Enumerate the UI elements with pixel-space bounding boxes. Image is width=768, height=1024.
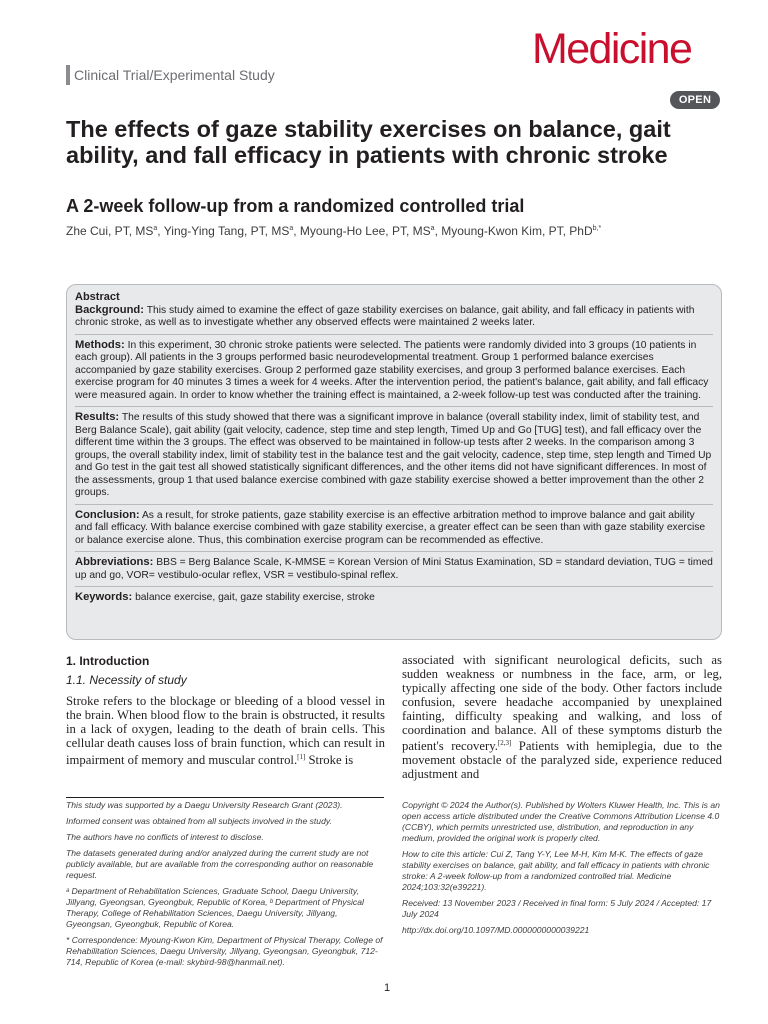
section-text: This study aimed to examine the effect of gaze stability exercises on balance, gait ability, and fall efficacy in patients with chronic stroke, as well as to investigate whether any observed effects were maintained 2 weeks later. [75, 304, 695, 328]
abstract-abbreviations [75, 556, 713, 587]
author: Myoung-Kwon Kim, PT, PhD$^{b,*}$ [441, 224, 602, 238]
section-label: Methods: [75, 338, 125, 351]
footnotes-right [402, 800, 722, 941]
body-column-left [66, 654, 385, 768]
section-label: Abbreviations: [75, 556, 154, 568]
section-label: Conclusion: [75, 508, 140, 521]
citation-ref: [1] [297, 752, 306, 761]
footnote-dates: Received: 13 November 2023 / Received in final form: 5 July 2024 / Accepted: 17 July 2024 [402, 898, 712, 919]
article-subtitle: A 2-week follow-up from a randomized controlled trial [66, 196, 525, 216]
section-text: balance exercise, gait, gaze stability exercise, stroke [135, 592, 375, 603]
section-text: The results of this study showed that there was a significant improve in balance (overall stability index, limit of stability test, and Berg Balance Scale), gait ability (gait velocity, cadence, step time and step length, Timed Up and Go [TUG] test), and fall efficacy over the different time within the 3 groups. The effect was observed to be maintained in follow-up tests after 2 weeks. In the comparison among 3 groups, the overall stability index, limit of stability test in the balance test and the gait velocity, cadence, step time, step length and Timed Up and Go test in the gait test all showed statistically significant differences, and the other items did not have significant differences. In most of the assessments, group 1 that used balance exercise combined with gaze stability exercise showed a better improvement than the other 2 groups. [75, 412, 712, 498]
abstract-results [75, 411, 713, 505]
section-label: Results: [75, 411, 120, 423]
journal-logo: Medicine [532, 25, 692, 73]
author-affiliation: a [153, 225, 158, 232]
section-label: Background: [75, 303, 144, 316]
author-affiliation: b,* [592, 225, 602, 232]
body-paragraph: Stroke refers to the blockage or bleeding of a blood vessel in the brain. When blood flow to the brain is obstructed, it results in a lack of oxygen, leading to the death of brain cells. This cellular death causes loss of brain function, which can result in impairment of memory and muscular control.[1] Stroke is [66, 694, 385, 767]
abstract-heading: Abstract [75, 291, 120, 303]
abstract-conclusion [75, 509, 713, 553]
abstract-box [66, 284, 722, 640]
article-title: The effects of gaze stability exercises on balance, gait ability, and fall efficacy in patients with chronic stroke [66, 116, 671, 168]
footnote-funding: This study was supported by a Daegu University Research Grant (2023). [66, 800, 343, 810]
footnote-affiliations: ᵃ Department of Rehabilitation Sciences, Graduate School, Daegu University, Jillyang, Gyeongsan, Gyeongbuk, Republic of Korea, ᵇ Department of Physical Therapy, College of Rehabilitation Sciences, Daegu University, Jillyang, Gyeongsan, Gyeongbuk, Republic of Korea. [66, 886, 364, 929]
subsection-heading: 1.1. Necessity of study [66, 673, 187, 687]
article-type-label: Clinical Trial/Experimental Study [74, 67, 275, 83]
author: Zhe Cui, PT, $MS^a$, [66, 224, 164, 238]
body-column-right [402, 654, 722, 782]
abstract-background [75, 304, 713, 335]
body-paragraph: associated with significant neurological deficits, such as sudden weakness or numbness in the face, arm, or leg, typically affecting one side of the body. Other factors include confusion, severe headache accompanied by unexplained fainting, difficulty speaking and walking, and loss of coordination and balance. All of these symptoms disturb the patient's recovery.[2,3] Patients with hemiplegia, due to the movement obstacle of the paralyzed side, experience reduced adjustment and [402, 653, 722, 782]
footnote-correspondence: * Correspondence: Myoung-Kwon Kim, Department of Physical Therapy, College of Rehabilitation Sciences, Daegu University, Jillyang, Gyeongsan, Gyeongbuk, 712-714, Republic of Korea (e-mail: skybird-98@hanmail.net). [66, 935, 383, 967]
footnote-divider [66, 797, 384, 798]
author-affiliation: a [430, 225, 435, 232]
open-access-badge: OPEN [670, 91, 720, 109]
section-heading: 1. Introduction [66, 654, 150, 668]
page-number: 1 [384, 982, 391, 994]
doi-link[interactable]: http://dx.doi.org/10.1097/MD.0000000000039221 [402, 925, 590, 935]
abstract-methods [75, 339, 713, 408]
article-type-bar [66, 65, 70, 85]
author: Myoung-Ho Lee, PT, $MS^a$, [299, 224, 442, 238]
abstract-keywords [75, 591, 713, 609]
section-label: Keywords: [75, 591, 133, 603]
section-text: As a result, for stroke patients, gaze stability exercise is an effective arbitration method to improve balance and gait ability and fall efficacy. With balance exercise combined with gaze stability exercise, a greater effect can be seen than with gaze stability exercise or balance exercise alone. Thus, this combination exercise program can be recommended as effective. [75, 509, 706, 546]
footnote-conflicts: The authors have no conflicts of interest to disclose. [66, 832, 264, 842]
author: Ying-Ying Tang, PT, $MS^a$, [163, 224, 300, 238]
section-text: BBS = Berg Balance Scale, K-MMSE = Korean Version of Mini Status Examination, SD = standard deviation, TUG = timed up and go, VOR= vestibulo-ocular reflex, VSR = vestibulo-spinal reflex. [75, 557, 713, 581]
footnote-data-availability: The datasets generated during and/or analyzed during the current study are not publicly available, but are available from the corresponding author on reasonable request. [66, 848, 374, 880]
footnote-consent: Informed consent was obtained from all subjects involved in the study. [66, 816, 332, 826]
footnote-citation: How to cite this article: Cui Z, Tang Y-Y, Lee M-H, Kim M-K. The effects of gaze stability exercises on balance, gait ability, and fall efficacy in patients with chronic stroke: A 2-week follow-up from a randomized controlled trial. Medicine 2024;103:32(e39221). [402, 849, 710, 892]
footnotes-left [66, 800, 384, 973]
footnote-copyright: Copyright © 2024 the Author(s). Published by Wolters Kluwer Health, Inc. This is an open access article distributed under the Creative Commons Attribution License 4.0 (CCBY), which permits unrestricted use, distribution, and reproduction in any medium, provided the original work is properly cited. [402, 800, 720, 843]
citation-ref: [2,3] [497, 739, 512, 748]
author-list [66, 224, 726, 238]
author-affiliation: a [289, 225, 294, 232]
article-type-tag [66, 64, 275, 86]
section-text: In this experiment, 30 chronic stroke patients were selected. The patients were randomly divided into 3 groups (10 patients in each group). All patients in the 3 groups performed basic neurodevelopmental treatment. Group 1 performed balance exercises accompanied by gaze stability exercises. Group 2 performed gaze stability exercises, and group 3 performed balance exercises. Each exercise program for 40 minutes 3 times a week for 4 weeks. After the intervention period, the patient's balance, gait ability, and fall efficacy were measured again. In order to know whether the training effect is maintained, a 2-week follow-up test was conducted after the training. [75, 339, 709, 401]
